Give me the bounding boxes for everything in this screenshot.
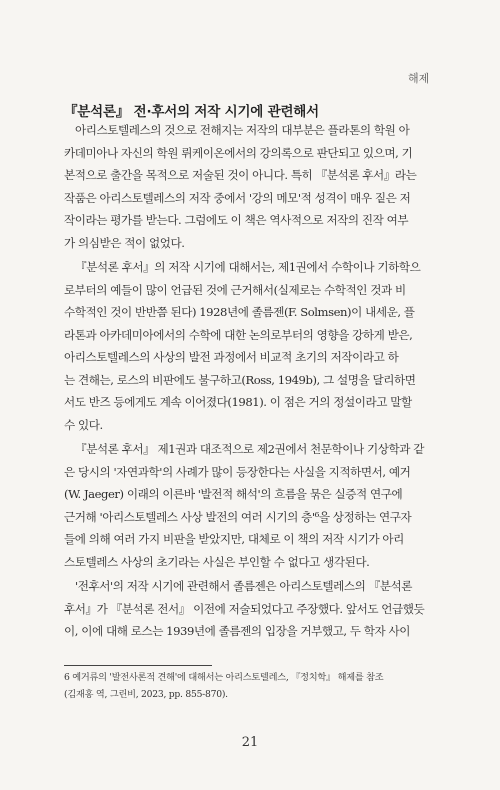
paragraph-4-line: 이, 이에 대해 로스는 1939년에 졸름젠의 입장을 거부했고, 두 학자 사이 <box>64 624 411 638</box>
paragraph-3-line: 『분석론 후서』 제1권과 대조적으로 제2권에서 천문학이나 기상학과 같 <box>75 442 425 456</box>
running-head: 해제 <box>408 72 430 85</box>
paragraph-3-line: 근거해 '아리스토텔레스 사상 발전의 여러 시기의 층'⁶을 상정하는 연구자 <box>64 509 412 524</box>
paragraph-3-line: 들에 의해 여러 가지 비판을 받았지만, 대체로 이 책의 저작 시기가 아리 <box>64 532 404 546</box>
paragraph-2-line: 『분석론 후서』의 저작 시기에 대해서는, 제1권에서 수학이나 기하학으 <box>75 260 421 274</box>
paragraph-2-line: 는 견해는, 로스의 비판에도 불구하고(Ross, 1949b), 그 설명을 달리하면 <box>64 372 416 387</box>
footnote-line: 6 예거류의 '발전사론적 견해'에 대해서는 아리스토텔레스, 『정치학』 해제를 참조 <box>64 672 384 683</box>
paragraph-3-line: 스토텔레스 사상의 초기라는 사실은 부인할 수 없다고 생각된다. <box>64 554 370 569</box>
paragraph-2-line: 서도 반즈 등에게도 계속 이어졌다(1981). 이 점은 거의 정설이라고 말할 <box>64 395 412 409</box>
paragraph-2-line: 아리스토텔레스의 사상의 발전 과정에서 비교적 초기의 저작이라고 하 <box>64 350 399 364</box>
paragraph-1-line: 작품은 아리스토텔레스의 저작 중에서 '강의 메모'적 성격이 매우 짙은 저 <box>64 190 411 205</box>
section-heading: 『분석론』 전·후서의 저작 시기에 관련해서 <box>64 104 319 120</box>
paragraph-3-line: (W. Jaeger) 이래의 이른바 '발전적 해석'의 흐름을 묶은 실증적 연구에 <box>64 487 403 501</box>
paragraph-4-line: 후서』가 『분석론 전서』 이전에 저술되었다고 주장했다. 앞서도 언급했듯 <box>64 601 425 616</box>
paragraph-2-line: 라톤과 아카데미아에서의 수학에 대한 논의로부터의 영향을 강하게 받은, <box>64 327 413 342</box>
footnote-rule <box>64 665 212 666</box>
paragraph-2-line: 수 있다. <box>64 417 103 432</box>
paragraph-2-line: 수학적인 것이 반반쯤 된다) 1928년에 졸름젠(F. Solmsen)이 내세운, 플 <box>64 305 415 319</box>
paragraph-1-line: 가 의심받은 적이 없었다. <box>64 235 185 250</box>
paragraph-1-line: 본적으로 출간을 목적으로 저술된 것이 아니다. 특히 『분석론 후서』라는 <box>64 168 417 182</box>
paragraph-3-line: 은 당시의 '자연과학'의 사례가 많이 등장한다는 사실을 지적하면서, 예거 <box>64 464 411 479</box>
footnote-line: (김재홍 역, 그린비, 2023, pp. 855-870). <box>64 689 228 700</box>
paragraph-1-line: 작이라는 평가를 받는다. 그럼에도 이 책은 역사적으로 저작의 진작 여부 <box>64 213 409 227</box>
paragraph-1-line: 카데미아나 자신의 학원 뤼케이온에서의 강의록으로 판단되고 있으며, 기 <box>64 145 413 160</box>
paragraph-1-line: 아리스토텔레스의 것으로 전해지는 저작의 대부분은 플라톤의 학원 아 <box>75 123 410 137</box>
page-number: 21 <box>241 735 259 750</box>
paragraph-2-line: 로부터의 예들이 많이 언급된 것에 근거해서(실제로는 수학적인 것과 비 <box>64 282 406 297</box>
paragraph-4-line: '전후서'의 저작 시기에 관련해서 졸름젠은 아리스토텔레스의 『분석론 <box>75 579 413 593</box>
